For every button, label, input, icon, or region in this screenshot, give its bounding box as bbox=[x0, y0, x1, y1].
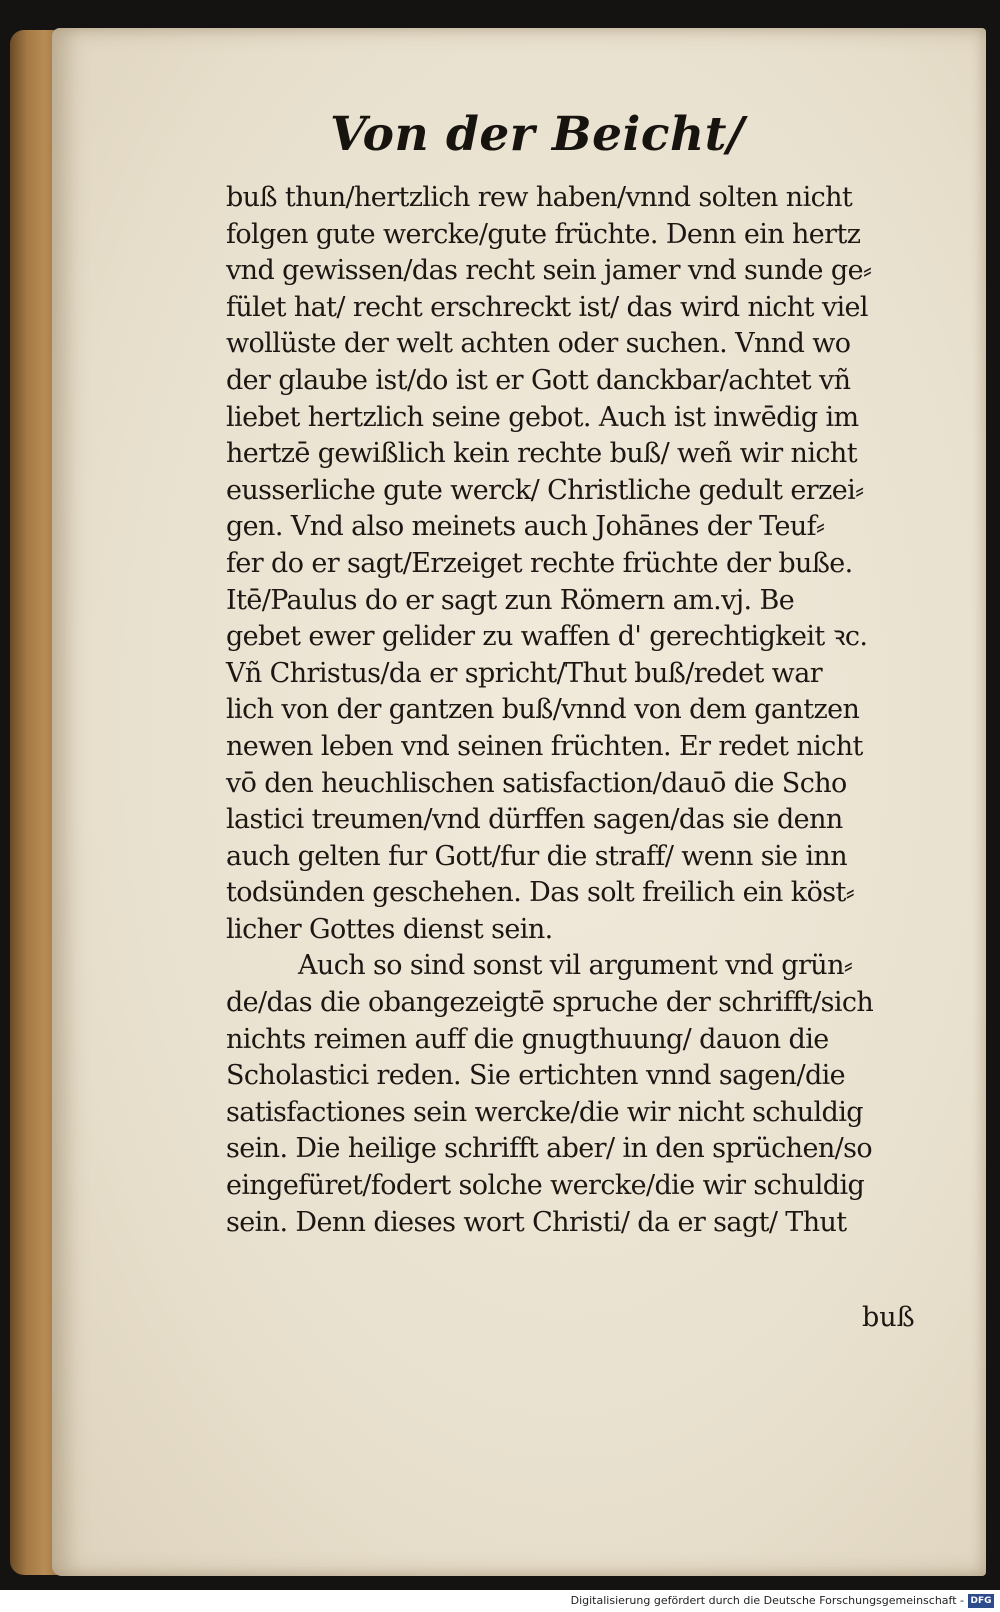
text-line: todsünden geschehen. Das solt freilich ein köst⸗ bbox=[226, 877, 855, 909]
text-line: licher Gottes dienst sein. bbox=[226, 913, 553, 945]
body-text bbox=[226, 180, 936, 1241]
text-line: vō den heuchlischen satisfaction/dauō die Scho bbox=[226, 767, 847, 799]
running-head: Von der Beicht/ bbox=[330, 107, 745, 162]
footer-credit: Digitalisierung gefördert durch die Deutsche Forschungsgemeinschaft - bbox=[570, 1594, 964, 1607]
text-line: newen leben vnd seinen früchten. Er redet nicht bbox=[226, 730, 863, 762]
text-line: vnd gewissen/das recht sein jamer vnd sunde ge⸗ bbox=[226, 255, 872, 287]
dfg-logo: DFG bbox=[968, 1594, 994, 1608]
text-line: Scholastici reden. Sie ertichten vnnd sagen/die bbox=[226, 1060, 846, 1092]
text-line: lastici treumen/vnd dürffen sagen/das sie denn bbox=[226, 804, 843, 836]
text-line: gebet ewer gelider zu waffen d' gerechtigkeit ꝛc. bbox=[226, 621, 868, 653]
footer-bar bbox=[0, 1590, 1000, 1612]
catchword: buß bbox=[862, 1302, 915, 1333]
text-line: hertzē gewißlich kein rechte buß/ weñ wir nicht bbox=[226, 438, 857, 470]
text-line: der glaube ist/do ist er Gott danckbar/achtet vñ bbox=[226, 364, 851, 396]
text-line: Vñ Christus/da er spricht/Thut buß/redet war bbox=[226, 657, 822, 689]
text-line: folgen gute wercke/gute früchte. Denn ein hertz bbox=[226, 218, 861, 250]
text-line: eingefüret/fodert solche wercke/die wir schuldig bbox=[226, 1170, 865, 1202]
text-line: nichts reimen auff die gnugthuung/ dauon die bbox=[226, 1023, 829, 1055]
text-line: sein. Denn dieses wort Christi/ da er sagt/ Thut bbox=[226, 1206, 847, 1238]
text-line: satisfactiones sein wercke/die wir nicht schuldig bbox=[226, 1096, 863, 1128]
paragraph-start-line: Auch so sind sonst vil argument vnd grün⸗ bbox=[298, 950, 853, 982]
text-line: de/das die obangezeigtē spruche der schrifft/sich bbox=[226, 987, 874, 1019]
text-line: gen. Vnd also meinets auch Johānes der Teuf⸗ bbox=[226, 511, 825, 543]
text-line: liebet hertzlich seine gebot. Auch ist inwēdig im bbox=[226, 401, 859, 433]
text-line: fület hat/ recht erschreckt ist/ das wird nicht viel bbox=[226, 291, 868, 323]
text-line: sein. Die heilige schrifft aber/ in den sprüchen/so bbox=[226, 1133, 873, 1165]
text-line: Itē/Paulus do er sagt zun Römern am.vj. Be bbox=[226, 584, 795, 616]
text-line: wollüste der welt achten oder suchen. Vnnd wo bbox=[226, 328, 851, 360]
text-line: auch gelten fur Gott/fur die straff/ wenn sie inn bbox=[226, 840, 848, 872]
text-line: buß thun/hertzlich rew haben/vnnd solten nicht bbox=[226, 182, 853, 213]
text-line: eusserliche gute werck/ Christliche gedult erzei⸗ bbox=[226, 474, 864, 506]
text-line: fer do er sagt/Erzeiget rechte früchte der buße. bbox=[226, 547, 853, 579]
text-line: lich von der gantzen buß/vnnd von dem gantzen bbox=[226, 694, 860, 726]
